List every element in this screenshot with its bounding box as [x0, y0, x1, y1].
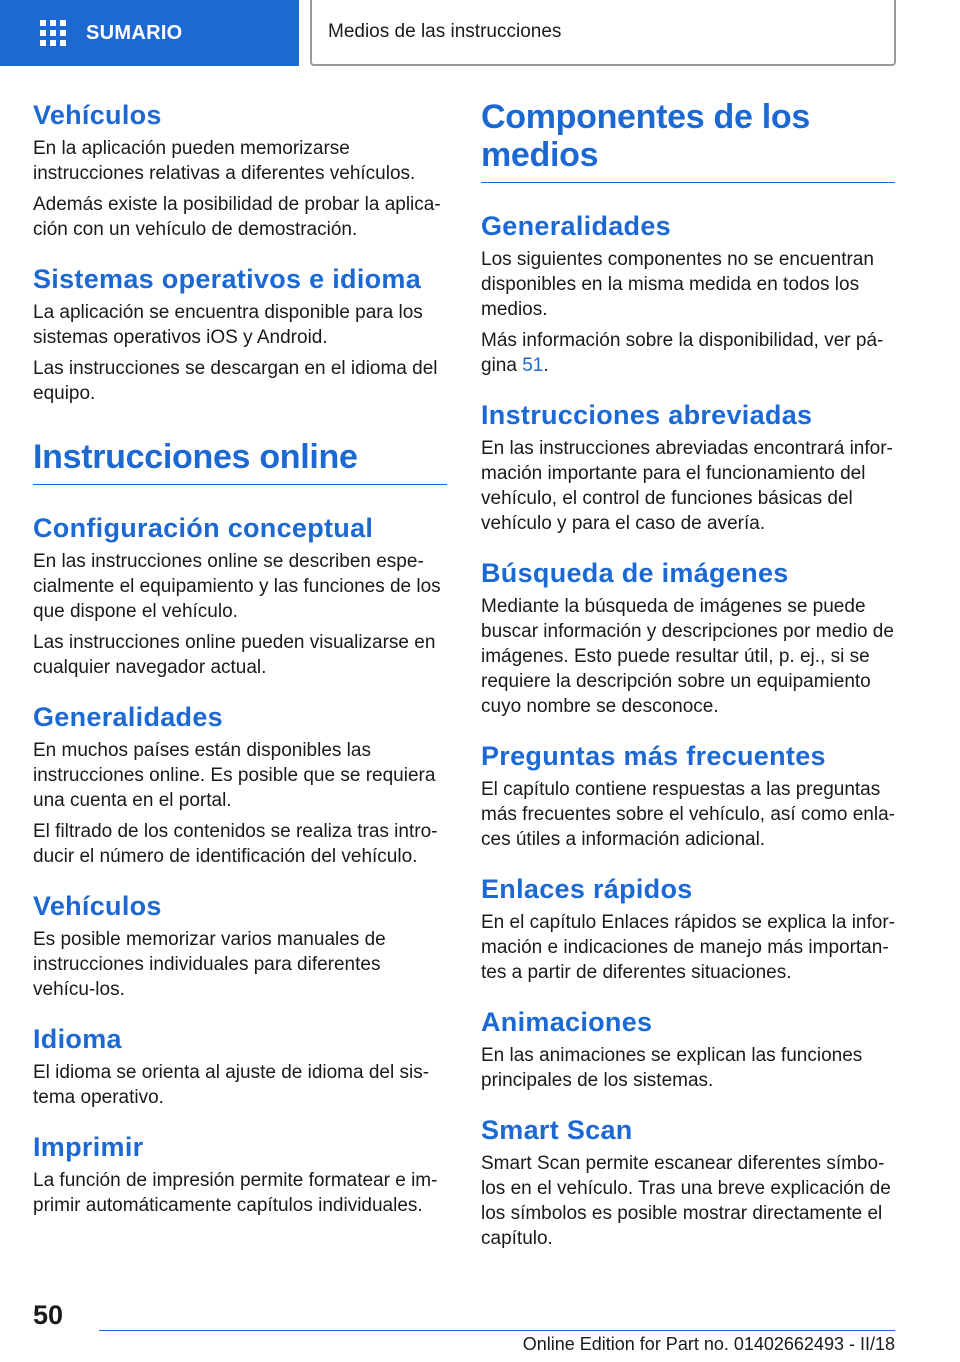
sumario-label: SUMARIO [86, 21, 183, 44]
paragraph: En muchos países están disponibles las instrucciones online. Es posible que se requiera una cuenta en el portal. [33, 740, 436, 811]
paragraph-page-reference [481, 328, 895, 378]
section-title-tab[interactable]: Medios de las instrucciones [310, 0, 896, 66]
paragraph: Mediante la búsqueda de imágenes se puede buscar información y descripciones por medio de imágenes. Esto puede resultar útil, p. ej., si se requiere la descripción sobre un equipamiento cuyo nombre se desconoce. [481, 596, 894, 717]
paragraph: En la aplicación pueden memorizarse instrucciones relativas a diferentes vehículos. [33, 138, 416, 184]
paragraph: En las instrucciones abreviadas encontrará infor‐mación importante para el funcionamiento del vehículo, el control de funciones básicas del vehículo y para el caso de avería. [481, 438, 893, 534]
footer-divider [99, 1330, 895, 1331]
paragraph: Las instrucciones se descargan en el idioma del equipo. [33, 358, 438, 404]
heading-vehiculos: Vehículos [33, 100, 162, 130]
paragraph: En las instrucciones online se describen espe‐cialmente el equipamiento y las funciones de los que dispone el vehículo. [33, 551, 441, 622]
heading-sistemas-operativos: Sistemas operativos e idioma [33, 264, 422, 294]
grid-icon [40, 20, 66, 46]
paragraph: Smart Scan permite escanear diferentes símbo‐los en el vehículo. Tras una breve explicación de los símbolos es posible mostrar directamente el capítulo. [481, 1153, 891, 1249]
heading-enlaces-rapidos: Enlaces rápidos [481, 874, 693, 904]
heading-componentes-medios: Componentes de los medios [481, 98, 895, 183]
paragraph: En las animaciones se explican las funciones principales de los sistemas. [481, 1045, 863, 1091]
heading-idioma: Idioma [33, 1024, 122, 1054]
left-column [33, 98, 447, 1224]
paragraph: La aplicación se encuentra disponible para los sistemas operativos iOS y Android. [33, 302, 423, 348]
paragraph: En el capítulo Enlaces rápidos se explica la infor‐mación e indicaciones de manejo más importan‐tes a partir de diferentes situaciones. [481, 912, 896, 983]
paragraph-text: Más información sobre la disponibilidad, ver pá‐gina [481, 330, 884, 376]
heading-vehiculos: Vehículos [33, 891, 162, 921]
paragraph: El filtrado de los contenidos se realiza tras intro‐ducir el número de identificación del vehículo. [33, 821, 438, 867]
heading-generalidades: Generalidades [481, 211, 671, 241]
paragraph: El capítulo contiene respuestas a las preguntas más frecuentes sobre el vehículo, así como enla‐ces útiles a información adicional. [481, 779, 895, 850]
right-column [481, 98, 895, 1257]
heading-generalidades: Generalidades [33, 702, 223, 732]
sumario-button[interactable] [0, 0, 299, 66]
heading-busqueda-imagenes: Búsqueda de imágenes [481, 558, 789, 588]
top-navigation-bar [0, 0, 960, 66]
paragraph: La función de impresión permite formatear e im‐primir automáticamente capítulos individuales. [33, 1170, 438, 1216]
paragraph: Además existe la posibilidad de probar la aplica‐ción con un vehículo de demostración. [33, 194, 441, 240]
heading-instrucciones-online: Instrucciones online [33, 438, 447, 485]
heading-imprimir: Imprimir [33, 1132, 144, 1162]
heading-smart-scan: Smart Scan [481, 1115, 633, 1145]
page-number: 50 [33, 1300, 64, 1330]
paragraph: Los siguientes componentes no se encuentran disponibles en la misma medida en todos los medios. [481, 249, 874, 320]
paragraph-text: . [543, 355, 549, 376]
heading-instrucciones-abreviadas: Instrucciones abreviadas [481, 400, 813, 430]
heading-preguntas-frecuentes: Preguntas más frecuentes [481, 741, 826, 771]
heading-configuracion-conceptual: Configuración conceptual [33, 513, 374, 543]
paragraph: Es posible memorizar varios manuales de instrucciones individuales para diferentes vehícu‐los. [33, 929, 386, 1000]
heading-animaciones: Animaciones [481, 1007, 653, 1037]
paragraph: El idioma se orienta al ajuste de idioma del sis‐tema operativo. [33, 1062, 430, 1108]
paragraph: Las instrucciones online pueden visualizarse en cualquier navegador actual. [33, 632, 436, 678]
footer-edition-text: Online Edition for Part no. 01402662493 - II/18 [522, 1334, 895, 1354]
page-link[interactable]: 51 [522, 355, 544, 376]
